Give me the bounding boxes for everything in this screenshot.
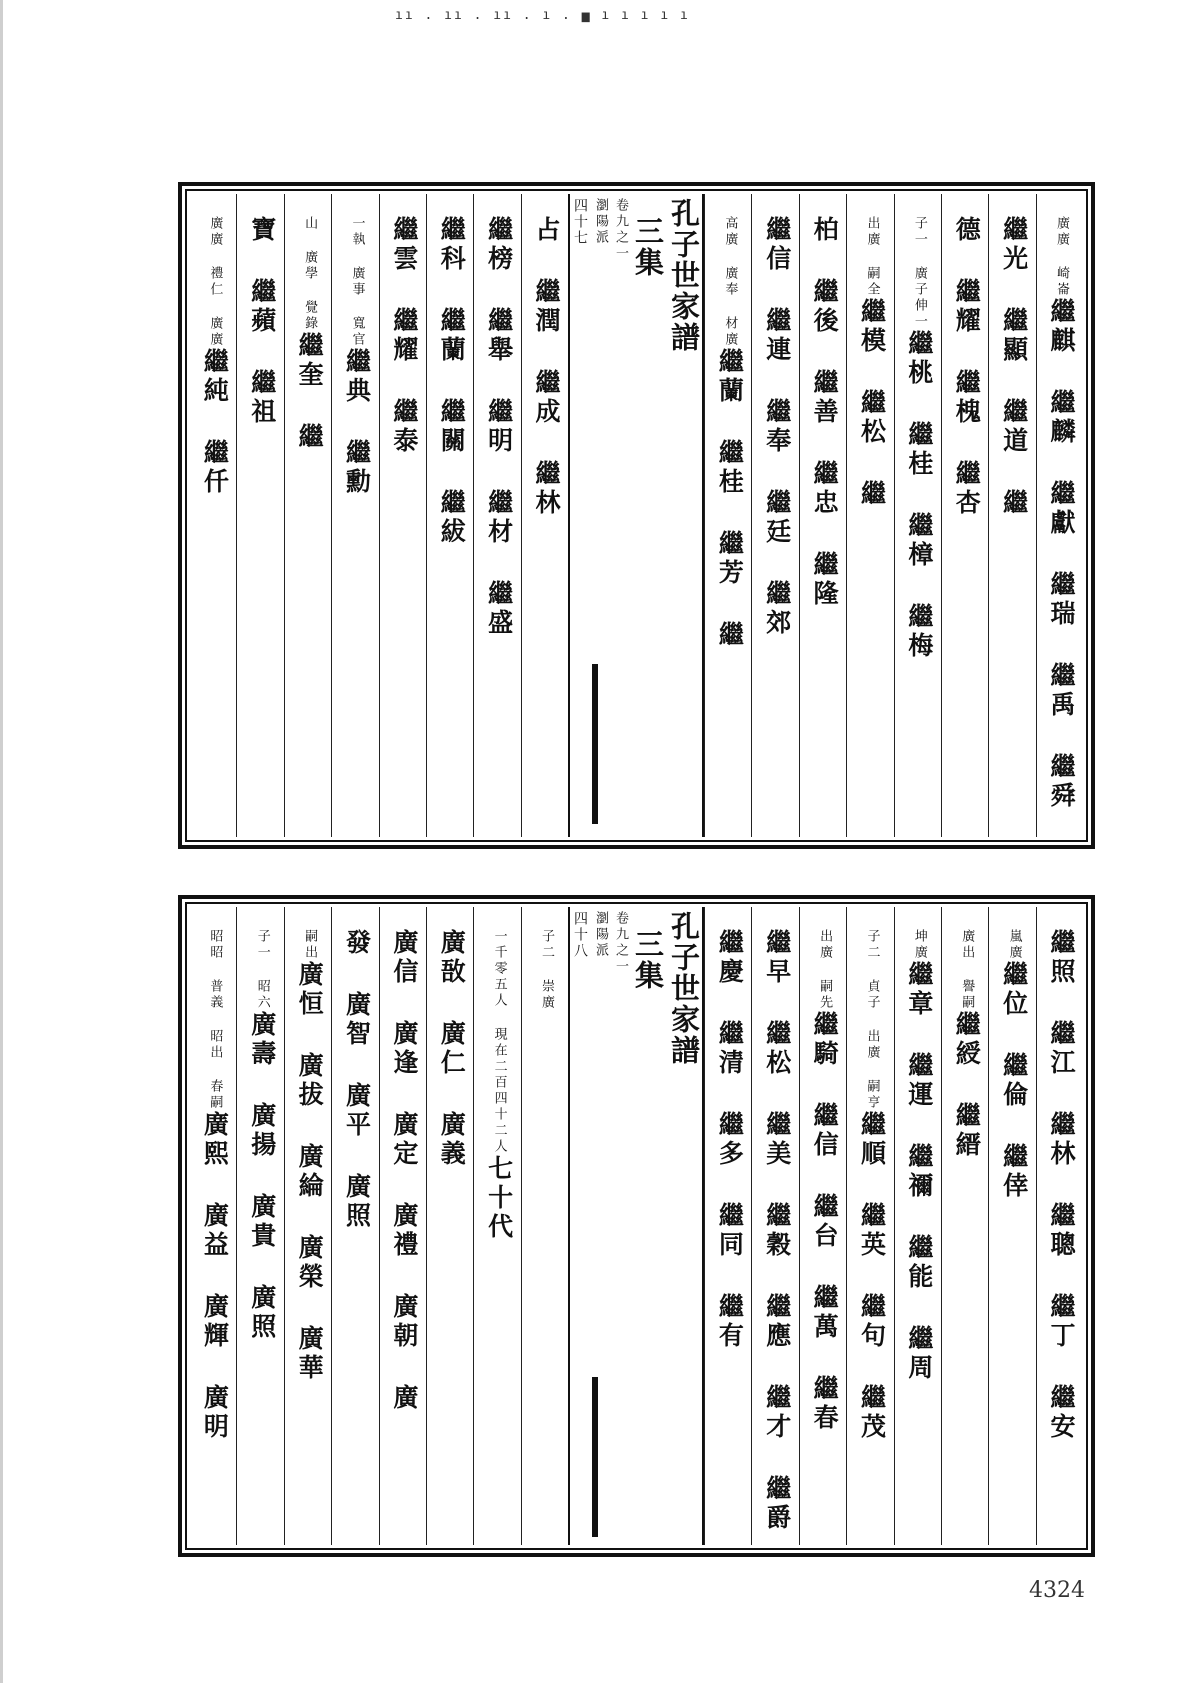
text-column xyxy=(426,194,473,837)
text-column xyxy=(190,194,236,837)
scan-edge xyxy=(0,0,3,1683)
annotation-text: 出廣 嗣全 xyxy=(864,216,880,298)
name-entries: 繼雲 繼耀 繼泰 xyxy=(389,216,419,456)
text-column xyxy=(379,194,426,837)
spine-rule xyxy=(592,664,598,824)
name-entries: 繼早 繼松 繼美 繼穀 繼應 繼才 繼爵 xyxy=(762,929,792,1533)
column-grid xyxy=(190,907,1083,1545)
name-entries: 廣敔 廣仁 廣義 xyxy=(437,929,467,1169)
text-column xyxy=(846,194,893,837)
text-column xyxy=(236,907,283,1545)
name-entries: 繼蘭 繼桂 繼芳 繼 xyxy=(715,348,745,650)
name-entries: 繼奎 繼 xyxy=(295,332,325,452)
folio-number: 四十八 xyxy=(572,911,588,959)
name-entries: 廣信 廣逢 廣定 廣禮 廣朝 廣 xyxy=(389,929,419,1413)
text-column xyxy=(704,194,751,837)
annotation-text: 子二 貞子 出廣 嗣亨 xyxy=(864,929,880,1111)
annotation-text: 子一 昭六 xyxy=(254,929,270,1011)
annotation-text: 嵐廣 xyxy=(1006,929,1022,961)
text-column xyxy=(846,907,893,1545)
top-scan-marks: ıı . ıı . ıı . ı . ▅ ı ı ı ı ı xyxy=(395,8,690,23)
name-entries: 寶 繼蘋 繼祖 xyxy=(247,216,277,427)
annotation-text: 廣廣 崎崙 xyxy=(1054,216,1069,298)
name-entries: 繼順 繼英 繼句 繼茂 xyxy=(857,1111,887,1442)
annotation-text: 高廣 廣奉 材廣 xyxy=(722,216,738,348)
text-column xyxy=(1036,194,1083,837)
name-entries: 繼純 繼仟 xyxy=(200,348,230,497)
name-entries: 繼模 繼松 繼 xyxy=(857,298,887,509)
text-column xyxy=(751,194,798,837)
name-entries: 廣熙 廣益 廣輝 廣明 xyxy=(200,1111,230,1442)
text-column xyxy=(988,907,1035,1545)
text-column xyxy=(1036,907,1083,1545)
text-column xyxy=(894,194,941,837)
annotation-text: 子一 廣子伸一 xyxy=(911,216,927,330)
text-column xyxy=(331,907,378,1545)
annotation-text: 嗣出 xyxy=(302,929,318,961)
annotation-text: 山 廣學 覺錄 xyxy=(302,216,318,332)
name-entries: 繼照 繼江 繼林 繼聰 繼丁 繼安 xyxy=(1047,929,1076,1442)
annotation-text: 一執 廣事 寬官 xyxy=(349,216,365,348)
annotation-text: 廣出 譽嗣 xyxy=(959,929,975,1011)
name-entries: 繼位 繼倫 繼倖 xyxy=(999,961,1029,1201)
text-column xyxy=(894,907,941,1545)
name-entries: 繼榜 繼舉 繼明 繼材 繼盛 xyxy=(484,216,514,638)
name-entries: 繼桃 繼桂 繼樟 繼梅 xyxy=(904,330,934,661)
text-column xyxy=(704,907,751,1545)
annotation-text: 子二 崇廣 xyxy=(539,929,554,1011)
name-entries: 繼騎 繼信 繼台 繼萬 繼春 xyxy=(810,1011,840,1433)
column-grid xyxy=(190,194,1083,837)
annotation-text: 出廣 嗣先 xyxy=(817,929,833,1011)
text-column xyxy=(190,907,236,1545)
name-entries: 繼麒 繼麟 繼獻 繼瑞 繼禹 繼舜 xyxy=(1047,298,1076,811)
spine-rule xyxy=(592,1377,598,1537)
name-entries: 繼信 繼連 繼奉 繼廷 繼郊 xyxy=(762,216,792,638)
annotation-text: 昭昭 普義 昭出 春嗣 xyxy=(207,929,223,1111)
text-column xyxy=(941,194,988,837)
folio-number: 四十七 xyxy=(572,198,588,246)
text-column xyxy=(521,194,568,837)
text-column xyxy=(521,907,568,1545)
text-column xyxy=(284,907,331,1545)
text-column xyxy=(284,194,331,837)
annotation-text: 坤廣 xyxy=(911,929,927,961)
name-entries: 發 廣智 廣平 廣照 xyxy=(342,929,372,1231)
annotation-text: 廣廣 禮仁 廣廣 xyxy=(207,216,223,348)
name-entries: 占 繼潤 繼成 繼林 xyxy=(532,216,561,518)
name-entries: 繼科 繼蘭 繼關 繼紱 xyxy=(437,216,467,547)
name-entries: 廣壽 廣揚 廣貴 廣照 xyxy=(247,1011,277,1342)
text-column xyxy=(473,194,520,837)
branch-label: 瀏陽派 xyxy=(593,911,608,959)
text-column xyxy=(799,194,846,837)
text-column xyxy=(236,194,283,837)
collection-label: 三集 xyxy=(631,216,665,278)
book-title: 孔子世家譜 xyxy=(667,911,701,1066)
genealogy-page-47 xyxy=(178,182,1095,849)
name-entries: 繼光 繼顯 繼道 繼 xyxy=(999,216,1029,518)
name-entries: 繼典 繼勳 xyxy=(342,348,372,497)
text-column xyxy=(426,907,473,1545)
name-entries: 繼慶 繼清 繼多 繼同 繼有 xyxy=(715,929,745,1351)
name-entries: 德 繼耀 繼槐 繼杏 xyxy=(952,216,982,518)
text-column xyxy=(751,907,798,1545)
text-column xyxy=(379,907,426,1545)
branch-label: 瀏陽派 xyxy=(593,198,608,246)
volume-label: 卷九之一 xyxy=(613,198,628,262)
center-spine xyxy=(568,907,704,1545)
text-column xyxy=(473,907,520,1545)
text-column xyxy=(941,907,988,1545)
name-entries: 七十代 xyxy=(484,1155,514,1242)
genealogy-page-48 xyxy=(178,895,1095,1557)
annotation-text: 一千零五人 現在二百四十二人 xyxy=(491,929,507,1155)
book-title: 孔子世家譜 xyxy=(667,198,701,353)
center-spine xyxy=(568,194,704,837)
text-column xyxy=(799,907,846,1545)
name-entries: 柏 繼後 繼善 繼忠 繼隆 xyxy=(810,216,840,609)
text-column xyxy=(331,194,378,837)
name-entries: 繼章 繼運 繼禰 繼能 繼周 xyxy=(904,961,934,1383)
page-number: 4324 xyxy=(1029,1578,1085,1603)
name-entries: 廣恒 廣拔 廣綸 廣榮 廣華 xyxy=(295,961,325,1383)
volume-label: 卷九之一 xyxy=(613,911,628,975)
name-entries: 繼綬 繼縉 xyxy=(952,1011,982,1160)
text-column xyxy=(988,194,1035,837)
collection-label: 三集 xyxy=(631,929,665,991)
